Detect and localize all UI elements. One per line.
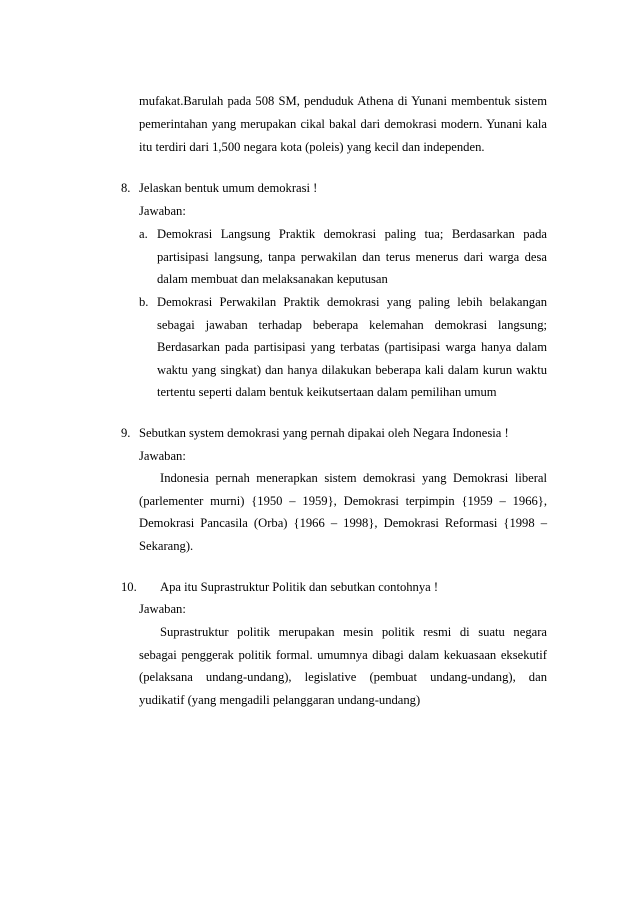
q10-number: 10. <box>121 580 137 594</box>
q10-answer-label: Jawaban: <box>139 602 186 616</box>
q8-b-line-2: sebagai jawaban terhadap beberapa kelemahan demokrasi langsung; <box>157 318 547 332</box>
q8-a-line-1: Demokrasi Langsung Praktik demokrasi paling tua; Berdasarkan pada <box>157 227 547 241</box>
q8-question: Jelaskan bentuk umum demokrasi ! <box>139 181 318 195</box>
q9-question: Sebutkan system demokrasi yang pernah dipakai oleh Negara Indonesia ! <box>139 426 509 440</box>
q8-b-marker: b. <box>139 295 149 309</box>
q8-b-line-4: waktu yang singkat) dan hanya dilakukan beberapa kali dalam kurun waktu <box>157 363 547 377</box>
q8-b-line-5: tertentu seperti dalam bentuk keikutsertaan dalam pemilihan umum <box>157 385 497 399</box>
q10-line-4: yudikatif (yang mengadili pelanggaran undang-undang) <box>139 693 421 707</box>
q8-number: 8. <box>121 181 131 195</box>
intro-line-1: mufakat.Barulah pada 508 SM, penduduk Athena di Yunani membentuk sistem <box>139 94 547 108</box>
q8-b-line-1: Demokrasi Perwakilan Praktik demokrasi yang paling lebih belakangan <box>157 295 547 309</box>
q10-question: Apa itu Suprastruktur Politik dan sebutkan contohnya ! <box>160 580 439 594</box>
q10-line-3: (pelaksana undang-undang), legislative (pembuat undang-undang), dan <box>139 670 547 684</box>
q9-line-4: Sekarang). <box>139 539 194 553</box>
q10-line-2: sebagai penggerak politik formal. umumnya dibagi dalam kekuasaan eksekutif <box>139 648 547 662</box>
q9-answer-label: Jawaban: <box>139 449 186 463</box>
q8-a-line-2: partisipasi langsung, tanpa perwakilan dan terus menerus dari warga desa <box>157 250 547 264</box>
intro-line-2: pemerintahan yang merupakan cikal bakal dari demokrasi modern. Yunani kala <box>139 117 547 131</box>
q9-line-2: (parlementer murni) {1950 – 1959}, Demokrasi terpimpin {1959 – 1966}, <box>139 494 547 508</box>
q8-a-line-3: dalam membuat dan melaksanakan keputusan <box>157 272 388 286</box>
intro-line-3: itu terdiri dari 1,500 negara kota (poleis) yang kecil dan independen. <box>139 140 485 154</box>
q10-line-1: Suprastruktur politik merupakan mesin politik resmi di suatu negara <box>160 625 547 639</box>
q8-answer-label: Jawaban: <box>139 204 186 218</box>
q9-number: 9. <box>121 426 131 440</box>
q8-a-marker: a. <box>139 227 148 241</box>
q9-line-3: Demokrasi Pancasila (Orba) {1966 – 1998}, Demokrasi Reformasi {1998 – <box>139 516 547 530</box>
q9-line-1: Indonesia pernah menerapkan sistem demokrasi yang Demokrasi liberal <box>160 471 547 485</box>
q8-b-line-3: Berdasarkan pada partisipasi yang terbatas (partisipasi warga hanya dalam <box>157 340 547 354</box>
